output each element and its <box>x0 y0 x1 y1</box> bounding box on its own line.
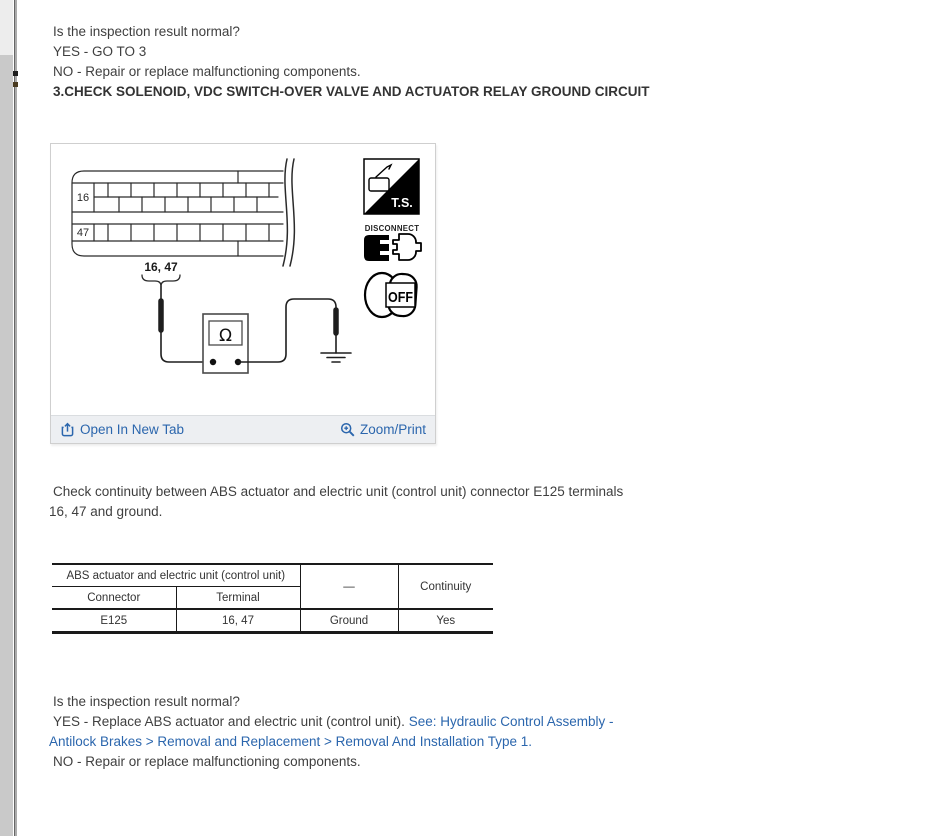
left-scrollbar-top <box>0 0 13 55</box>
table-row <box>52 564 493 587</box>
left-scrollbar-track[interactable] <box>0 0 13 836</box>
underbrace <box>142 275 180 286</box>
yes-action: YES - GO TO 3 <box>53 44 147 59</box>
terminal-value-cell: 16, 47 <box>176 609 300 633</box>
ground-value-cell: Ground <box>300 609 398 633</box>
dash-header-cell: — <box>300 564 398 609</box>
continuity-header-cell: Continuity <box>398 564 493 609</box>
instruction-line-1: Check continuity between ABS actuator and electric unit (control unit) connector E125 terminals <box>53 484 624 499</box>
continuity-value-cell: Yes <box>398 609 493 633</box>
panel-divider[interactable] <box>14 0 17 836</box>
connector-pin-grid <box>72 159 294 266</box>
pin-label-16: 16 <box>76 192 90 204</box>
step2-result-block <box>53 22 650 102</box>
open-in-new-tab-label: Open In New Tab <box>80 422 185 437</box>
no-action: NO - Repair or replace malfunctioning components. <box>53 64 361 79</box>
ts-tester-icon <box>364 159 419 214</box>
left-test-probe <box>161 286 209 362</box>
pin-label-47: 47 <box>76 227 90 239</box>
check-instruction <box>49 482 623 522</box>
divider-grip-mark <box>13 71 18 76</box>
wiring-diagram-image <box>51 144 435 416</box>
yes-action-text: YES - Replace ABS actuator and electric unit (control unit). <box>53 714 409 729</box>
no-action: NO - Repair or replace malfunctioning components. <box>53 754 361 769</box>
ignition-off-icon <box>365 273 417 317</box>
table-row <box>52 609 493 633</box>
connector-value-cell: E125 <box>100 614 128 627</box>
instruction-line-2: 16, 47 and ground. <box>49 504 163 519</box>
ts-label: T.S. <box>391 196 413 210</box>
ground-symbol <box>321 353 351 362</box>
zoom-print-link[interactable] <box>340 422 426 437</box>
disconnect-icon <box>364 224 421 261</box>
figure-toolbar <box>51 415 435 443</box>
group-header-cell: ABS actuator and electric unit (control unit) <box>52 564 300 587</box>
off-label: OFF <box>388 289 413 306</box>
inspection-question: Is the inspection result normal? <box>53 694 240 709</box>
yes-action <box>53 712 614 732</box>
continuity-test-diagram <box>51 144 435 414</box>
inspection-question: Is the inspection result normal? <box>53 24 240 39</box>
zoom-magnifier-icon <box>340 422 355 437</box>
terminal-header-cell: Terminal <box>176 587 300 610</box>
see-hydraulic-control-link-line2[interactable]: Antilock Brakes > Removal and Replacement > Removal And Installation Type 1. <box>49 734 533 749</box>
step3-result-block <box>49 692 614 772</box>
see-hydraulic-control-link[interactable]: See: Hydraulic Control Assembly - <box>408 714 614 729</box>
terminals-label: 16, 47 <box>144 260 178 274</box>
disconnect-label: DISCONNECT <box>364 224 420 233</box>
divider-grip-mark <box>13 82 18 87</box>
step3-heading: 3.CHECK SOLENOID, VDC SWITCH-OVER VALVE AND ACTUATOR RELAY GROUND CIRCUIT <box>53 84 650 99</box>
ohm-symbol: Ω <box>219 326 232 346</box>
ohmmeter <box>203 314 248 373</box>
figure-card <box>50 143 436 444</box>
connector-header-cell: Connector <box>52 587 176 610</box>
zoom-print-label: Zoom/Print <box>359 422 426 437</box>
open-in-new-tab-link[interactable] <box>60 422 184 437</box>
open-in-new-tab-icon <box>60 422 75 437</box>
continuity-table <box>52 563 493 634</box>
